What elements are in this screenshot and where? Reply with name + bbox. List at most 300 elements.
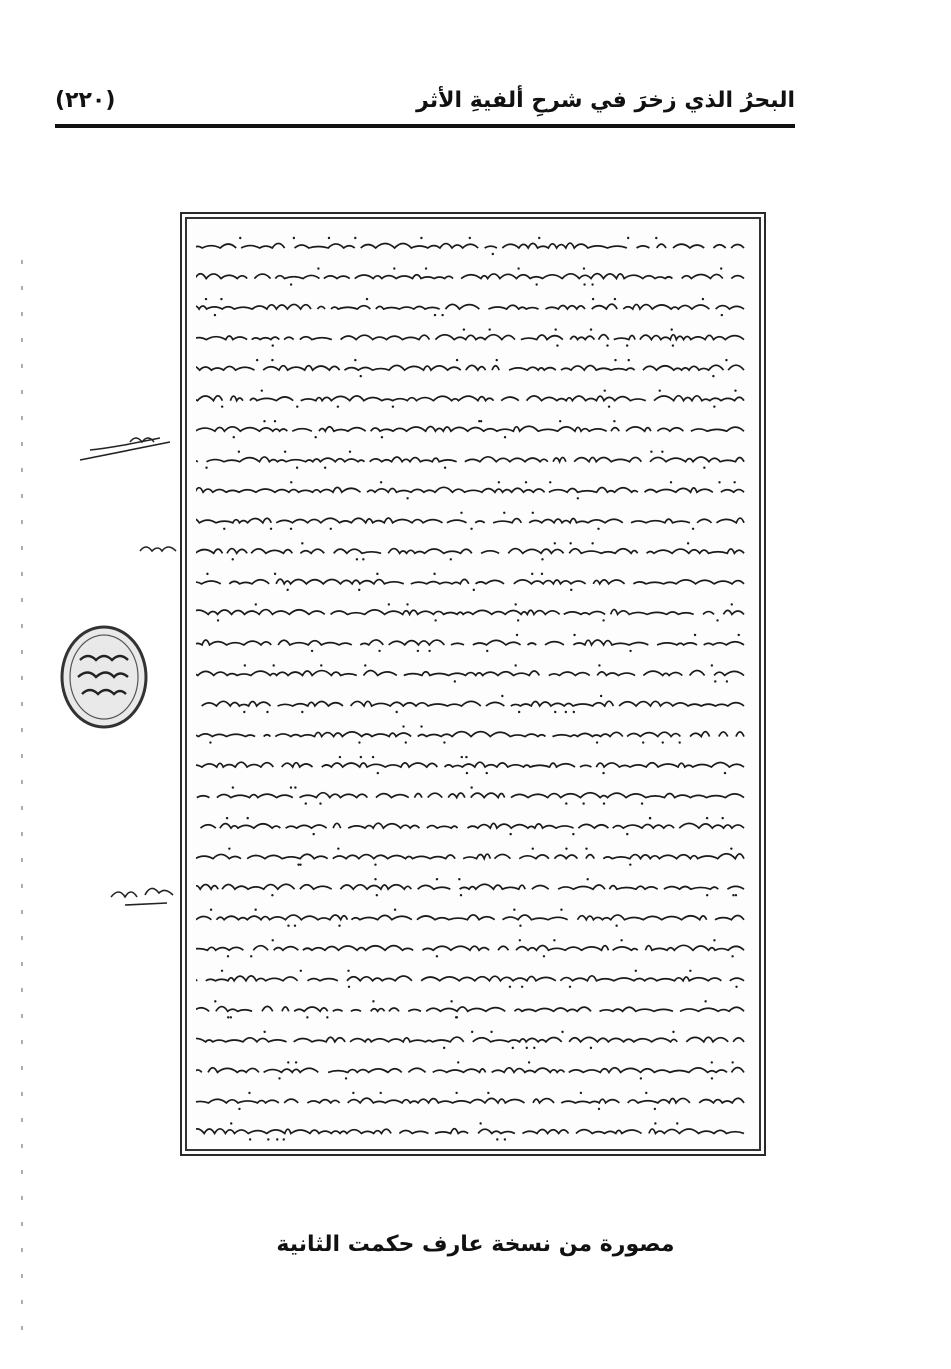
diacritic-dot xyxy=(620,939,622,941)
diacritic-dot xyxy=(504,436,506,438)
diacritic-dot xyxy=(461,756,463,758)
diacritic-dot xyxy=(454,680,456,682)
diacritic-dot xyxy=(600,695,602,697)
diacritic-dot xyxy=(238,451,240,453)
diacritic-dot xyxy=(626,344,628,346)
handwritten-line xyxy=(196,304,744,309)
handwritten-line xyxy=(196,1006,744,1011)
diacritic-dot xyxy=(263,1031,265,1033)
diacritic-dot xyxy=(274,573,276,575)
manuscript-frame xyxy=(180,212,766,1156)
diacritic-dot xyxy=(627,237,629,239)
diacritic-dot xyxy=(226,817,228,819)
diacritic-dot xyxy=(261,389,263,391)
diacritic-dot xyxy=(295,1061,297,1063)
diacritic-dot xyxy=(735,894,737,896)
diacritic-dot xyxy=(324,467,326,469)
diacritic-dot xyxy=(513,909,515,911)
diacritic-dot xyxy=(372,756,374,758)
diacritic-dot xyxy=(676,1122,678,1124)
diacritic-dot xyxy=(730,847,732,849)
diacritic-dot xyxy=(706,894,708,896)
diacritic-dot xyxy=(230,1016,232,1018)
diacritic-dot xyxy=(458,878,460,880)
diacritic-dot xyxy=(246,817,248,819)
margin-annotation xyxy=(105,875,180,915)
diacritic-dot xyxy=(606,344,608,346)
diacritic-dot xyxy=(339,756,341,758)
manuscript-handwriting xyxy=(196,228,750,1144)
diacritic-dot xyxy=(724,772,726,774)
diacritic-dot xyxy=(290,528,292,530)
diacritic-dot xyxy=(271,359,273,361)
diacritic-dot xyxy=(217,619,219,621)
diacritic-dot xyxy=(532,512,534,514)
diacritic-dot xyxy=(405,741,407,743)
handwritten-line xyxy=(201,823,744,828)
diacritic-dot xyxy=(227,955,229,957)
diacritic-dot xyxy=(372,1000,374,1002)
diacritic-dot xyxy=(347,970,349,972)
diacritic-dot xyxy=(586,878,588,880)
diacritic-dot xyxy=(326,1016,328,1018)
diacritic-dot xyxy=(528,1061,530,1063)
diacritic-dot xyxy=(591,283,593,285)
handwritten-line xyxy=(196,1098,744,1103)
diacritic-dot xyxy=(358,589,360,591)
handwritten-line xyxy=(196,426,744,431)
book-title: البحرُ الذي زخرَ في شرحِ ألفيةِ الأثر xyxy=(416,88,795,113)
diacritic-dot xyxy=(406,603,408,605)
diacritic-dot xyxy=(713,405,715,407)
diacritic-dot xyxy=(444,467,446,469)
diacritic-dot xyxy=(293,237,295,239)
diacritic-dot xyxy=(221,405,223,407)
diacritic-dot xyxy=(274,420,276,422)
diacritic-dot xyxy=(434,619,436,621)
diacritic-dot xyxy=(615,925,617,927)
diacritic-dot xyxy=(731,1061,733,1063)
diacritic-dot xyxy=(598,1108,600,1110)
diacritic-dot xyxy=(376,894,378,896)
diacritic-dot xyxy=(721,314,723,316)
handwritten-line xyxy=(196,549,744,554)
diacritic-dot xyxy=(320,664,322,666)
diacritic-dot xyxy=(330,528,332,530)
diacritic-dot xyxy=(496,359,498,361)
diacritic-dot xyxy=(629,650,631,652)
diacritic-dot xyxy=(554,542,556,544)
diacritic-dot xyxy=(441,314,443,316)
diacritic-dot xyxy=(598,664,600,666)
diacritic-dot xyxy=(585,847,587,849)
diacritic-dot xyxy=(725,359,727,361)
diacritic-dot xyxy=(436,878,438,880)
diacritic-dot xyxy=(561,1031,563,1033)
diacritic-dot xyxy=(526,1047,528,1049)
diacritic-dot xyxy=(738,634,740,636)
diacritic-dot xyxy=(255,603,257,605)
diacritic-dot xyxy=(221,970,223,972)
handwritten-line xyxy=(196,487,744,492)
diacritic-dot xyxy=(711,1077,713,1079)
diacritic-dot xyxy=(443,1047,445,1049)
diacritic-dot xyxy=(559,420,561,422)
diacritic-dot xyxy=(706,817,708,819)
diacritic-dot xyxy=(659,389,661,391)
diacritic-dot xyxy=(703,467,705,469)
diacritic-dot xyxy=(290,481,292,483)
diacritic-dot xyxy=(714,680,716,682)
diacritic-dot xyxy=(377,772,379,774)
diacritic-dot xyxy=(296,467,298,469)
diacritic-dot xyxy=(470,528,472,530)
diacritic-dot xyxy=(672,1031,674,1033)
diacritic-dot xyxy=(267,1138,269,1140)
diacritic-dot xyxy=(352,1092,354,1094)
diacritic-dot xyxy=(490,1031,492,1033)
diacritic-dot xyxy=(248,1092,250,1094)
diacritic-dot xyxy=(590,1047,592,1049)
diacritic-dot xyxy=(488,328,490,330)
diacritic-dot xyxy=(354,359,356,361)
diacritic-dot xyxy=(733,481,735,483)
diacritic-dot xyxy=(645,1092,647,1094)
diacritic-dot xyxy=(317,267,319,269)
margin-annotation xyxy=(135,535,180,565)
diacritic-dot xyxy=(687,542,689,544)
diacritic-dot xyxy=(354,237,356,239)
diacritic-dot xyxy=(305,802,307,804)
diacritic-dot xyxy=(531,573,533,575)
handwritten-line xyxy=(196,915,744,920)
diacritic-dot xyxy=(312,833,314,835)
diacritic-dot xyxy=(366,298,368,300)
diacritic-dot xyxy=(395,711,397,713)
diacritic-dot xyxy=(294,786,296,788)
diacritic-dot xyxy=(518,711,520,713)
handwritten-line xyxy=(196,457,744,462)
diacritic-dot xyxy=(214,314,216,316)
diacritic-dot xyxy=(420,237,422,239)
handwritten-line xyxy=(196,884,744,889)
diacritic-dot xyxy=(487,1092,489,1094)
page-header xyxy=(55,84,795,122)
diacritic-dot xyxy=(597,528,599,530)
diacritic-dot xyxy=(501,695,503,697)
diacritic-dot xyxy=(514,664,516,666)
diacritic-dot xyxy=(270,528,272,530)
diacritic-dot xyxy=(314,436,316,438)
diacritic-dot xyxy=(572,833,574,835)
diacritic-dot xyxy=(635,970,637,972)
diacritic-dot xyxy=(582,802,584,804)
diacritic-dot xyxy=(720,267,722,269)
diacritic-dot xyxy=(629,863,631,865)
diacritic-dot xyxy=(455,1016,457,1018)
handwritten-line xyxy=(196,396,744,401)
diacritic-dot xyxy=(394,909,396,911)
diacritic-dot xyxy=(232,786,234,788)
diacritic-dot xyxy=(735,986,737,988)
diacritic-dot xyxy=(535,283,537,285)
diacritic-dot xyxy=(509,833,511,835)
diacritic-dot xyxy=(726,680,728,682)
diacritic-dot xyxy=(498,481,500,483)
diacritic-dot xyxy=(654,1122,656,1124)
diacritic-dot xyxy=(602,772,604,774)
diacritic-dot xyxy=(460,512,462,514)
handwritten-line xyxy=(196,274,744,279)
diacritic-dot xyxy=(694,634,696,636)
diacritic-dot xyxy=(565,802,567,804)
diacritic-dot xyxy=(486,772,488,774)
diacritic-dot xyxy=(721,817,723,819)
diacritic-dot xyxy=(560,909,562,911)
diacritic-dot xyxy=(210,909,212,911)
diacritic-dot xyxy=(469,237,471,239)
diacritic-dot xyxy=(577,497,579,499)
diacritic-dot xyxy=(417,650,419,652)
diacritic-dot xyxy=(299,863,301,865)
handwritten-line xyxy=(196,640,744,645)
handwritten-line xyxy=(196,762,744,767)
diacritic-dot xyxy=(553,939,555,941)
source-caption: مصورة من نسخة عارف حكمت الثانية xyxy=(276,1232,675,1257)
diacritic-dot xyxy=(301,711,303,713)
diacritic-dot xyxy=(272,344,274,346)
handwritten-line xyxy=(196,670,744,675)
diacritic-dot xyxy=(590,328,592,330)
diacritic-dot xyxy=(496,1138,498,1140)
diacritic-dot xyxy=(388,603,390,605)
diacritic-dot xyxy=(532,847,534,849)
diacritic-dot xyxy=(338,925,340,927)
diacritic-dot xyxy=(613,420,615,422)
handwritten-line xyxy=(196,732,744,737)
handwritten-line xyxy=(196,976,744,981)
diacritic-dot xyxy=(345,1077,347,1079)
diacritic-dot xyxy=(223,528,225,530)
diacritic-dot xyxy=(704,1000,706,1002)
diacritic-dot xyxy=(374,863,376,865)
diacritic-dot xyxy=(457,1061,459,1063)
diacritic-dot xyxy=(311,650,313,652)
diacritic-dot xyxy=(521,986,523,988)
diacritic-dot xyxy=(402,725,404,727)
diacritic-dot xyxy=(569,542,571,544)
diacritic-dot xyxy=(392,405,394,407)
diacritic-dot xyxy=(290,283,292,285)
handwritten-line xyxy=(196,1129,744,1134)
diacritic-dot xyxy=(592,298,594,300)
diacritic-dot xyxy=(263,420,265,422)
diacritic-dot xyxy=(554,711,556,713)
diacritic-dot xyxy=(504,1138,506,1140)
diacritic-dot xyxy=(525,481,527,483)
diacritic-dot xyxy=(328,237,330,239)
diacritic-dot xyxy=(220,298,222,300)
handwritten-line xyxy=(196,243,744,248)
diacritic-dot xyxy=(296,405,298,407)
diacritic-dot xyxy=(718,481,720,483)
diacritic-dot xyxy=(702,298,704,300)
diacritic-dot xyxy=(713,939,715,941)
diacritic-dot xyxy=(479,1122,481,1124)
diacritic-dot xyxy=(272,664,274,666)
diacritic-dot xyxy=(608,405,610,407)
diacritic-dot xyxy=(205,467,207,469)
diacritic-dot xyxy=(678,741,680,743)
diacritic-dot xyxy=(470,786,472,788)
diacritic-dot xyxy=(286,589,288,591)
diacritic-dot xyxy=(278,1077,280,1079)
diacritic-dot xyxy=(716,619,718,621)
diacritic-dot xyxy=(206,573,208,575)
diacritic-dot xyxy=(603,802,605,804)
handwritten-line xyxy=(196,518,744,523)
diacritic-dot xyxy=(642,741,644,743)
diacritic-dot xyxy=(214,1000,216,1002)
diacritic-dot xyxy=(249,1138,251,1140)
diacritic-dot xyxy=(641,802,643,804)
margin-annotation xyxy=(70,420,180,470)
diacritic-dot xyxy=(283,1138,285,1140)
diacritic-dot xyxy=(284,451,286,453)
diacritic-dot xyxy=(238,1108,240,1110)
diacritic-dot xyxy=(480,420,482,422)
diacritic-dot xyxy=(450,558,452,560)
diacritic-dot xyxy=(358,741,360,743)
diacritic-dot xyxy=(517,267,519,269)
handwritten-line xyxy=(196,1067,744,1072)
diacritic-dot xyxy=(519,925,521,927)
diacritic-dot xyxy=(473,589,475,591)
diacritic-dot xyxy=(393,267,395,269)
diacritic-dot xyxy=(543,955,545,957)
handwritten-line xyxy=(197,793,744,798)
diacritic-dot xyxy=(436,955,438,957)
diacritic-dot xyxy=(731,603,733,605)
diacritic-dot xyxy=(672,344,674,346)
diacritic-dot xyxy=(254,909,256,911)
diacritic-dot xyxy=(319,802,321,804)
handwritten-line xyxy=(196,365,744,370)
diacritic-dot xyxy=(349,451,351,453)
diacritic-dot xyxy=(460,894,462,896)
diacritic-dot xyxy=(456,359,458,361)
diacritic-dot xyxy=(626,833,628,835)
diacritic-dot xyxy=(455,1092,457,1094)
diacritic-dot xyxy=(428,650,430,652)
handwritten-line xyxy=(196,701,744,706)
diacritic-dot xyxy=(533,1047,535,1049)
diacritic-dot xyxy=(276,1138,278,1140)
diacritic-dot xyxy=(230,1122,232,1124)
diacritic-dot xyxy=(337,847,339,849)
handwritten-line xyxy=(196,1037,744,1042)
diacritic-dot xyxy=(228,847,230,849)
diacritic-dot xyxy=(541,573,543,575)
diacritic-dot xyxy=(569,986,571,988)
diacritic-dot xyxy=(512,1047,514,1049)
diacritic-dot xyxy=(364,664,366,666)
page-number: (٢٢٠) xyxy=(55,88,116,113)
diacritic-dot xyxy=(443,741,445,743)
diacritic-dot xyxy=(570,589,572,591)
diacritic-dot xyxy=(434,314,436,316)
diacritic-dot xyxy=(583,283,585,285)
diacritic-dot xyxy=(565,847,567,849)
diacritic-dot xyxy=(209,741,211,743)
diacritic-dot xyxy=(425,267,427,269)
diacritic-dot xyxy=(649,817,651,819)
diacritic-dot xyxy=(640,1077,642,1079)
diacritic-dot xyxy=(287,1061,289,1063)
diacritic-dot xyxy=(519,939,521,941)
diacritic-dot xyxy=(573,634,575,636)
diacritic-dot xyxy=(420,725,422,727)
diacritic-dot xyxy=(294,925,296,927)
diacritic-dot xyxy=(655,237,657,239)
diacritic-dot xyxy=(602,619,604,621)
diacritic-dot xyxy=(205,298,207,300)
diacritic-dot xyxy=(509,986,511,988)
diacritic-dot xyxy=(650,451,652,453)
diacritic-dot xyxy=(406,497,408,499)
diacritic-dot xyxy=(661,451,663,453)
diacritic-dot xyxy=(381,436,383,438)
diacritic-dot xyxy=(256,359,258,361)
diacritic-dot xyxy=(250,955,252,957)
diacritic-dot xyxy=(244,664,246,666)
diacritic-dot xyxy=(380,1092,382,1094)
diacritic-dot xyxy=(517,619,519,621)
diacritic-dot xyxy=(360,375,362,377)
diacritic-dot xyxy=(689,970,691,972)
diacritic-dot xyxy=(670,481,672,483)
diacritic-dot xyxy=(378,650,380,652)
diacritic-dot xyxy=(492,253,494,255)
diacritic-dot xyxy=(374,878,376,880)
header-rule xyxy=(55,124,795,128)
diacritic-dot xyxy=(732,894,734,896)
diacritic-dot xyxy=(516,634,518,636)
diacritic-dot xyxy=(306,1016,308,1018)
diacritic-dot xyxy=(503,512,505,514)
diacritic-dot xyxy=(463,328,465,330)
diacritic-dot xyxy=(555,328,557,330)
handwritten-line xyxy=(196,579,744,584)
diacritic-dot xyxy=(692,528,694,530)
diacritic-dot xyxy=(486,650,488,652)
diacritic-dot xyxy=(376,573,378,575)
diacritic-dot xyxy=(450,1000,452,1002)
diacritic-dot xyxy=(465,756,467,758)
diacritic-dot xyxy=(731,955,733,957)
diacritic-dot xyxy=(628,359,630,361)
handwritten-line xyxy=(196,335,744,340)
diacritic-dot xyxy=(538,237,540,239)
diacritic-dot xyxy=(290,786,292,788)
diacritic-dot xyxy=(301,542,303,544)
diacritic-dot xyxy=(266,711,268,713)
diacritic-dot xyxy=(287,925,289,927)
diacritic-dot xyxy=(670,328,672,330)
handwritten-line xyxy=(196,854,744,859)
diacritic-dot xyxy=(272,939,274,941)
diacritic-dot xyxy=(362,558,364,560)
